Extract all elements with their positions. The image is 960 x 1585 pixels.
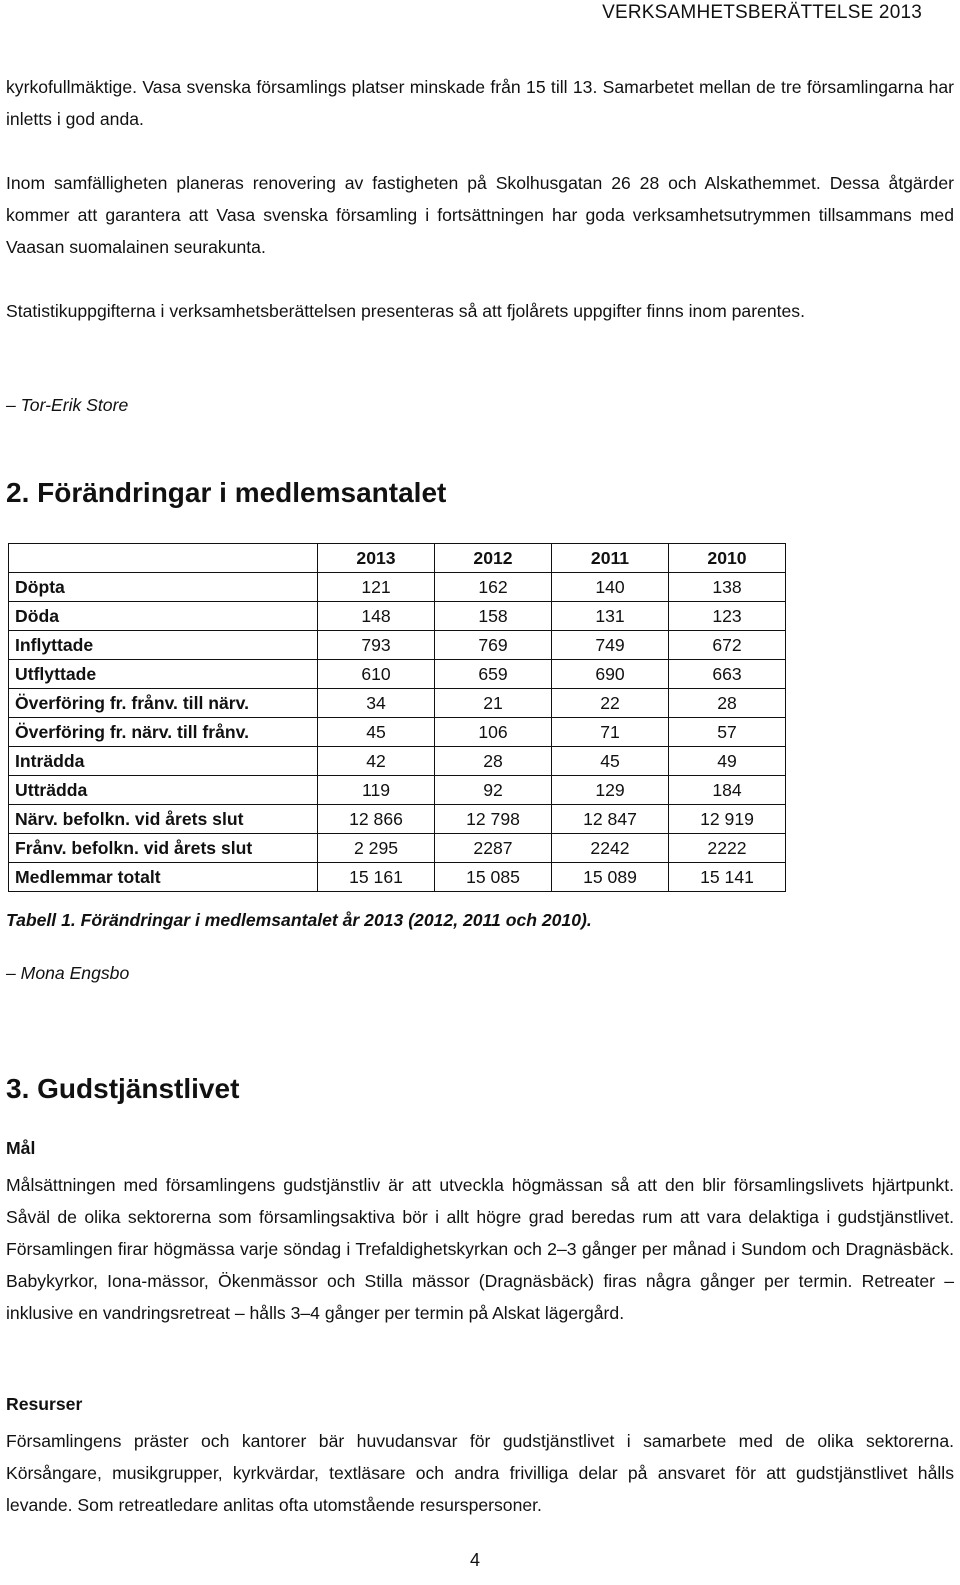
table-header-row: [9, 544, 786, 573]
table-row-label: Frånv. befolkn. vid årets slut: [9, 834, 318, 863]
table-cell: 659: [435, 660, 552, 689]
table-cell: 34: [318, 689, 435, 718]
table-cell: 15 085: [435, 863, 552, 892]
table-cell: 672: [669, 631, 786, 660]
table-row: [9, 573, 786, 602]
table-cell: 184: [669, 776, 786, 805]
table-cell: 21: [435, 689, 552, 718]
table-cell: 610: [318, 660, 435, 689]
table-row-label: Närv. befolkn. vid årets slut: [9, 805, 318, 834]
table-cell: 49: [669, 747, 786, 776]
table-cell: 12 798: [435, 805, 552, 834]
section-2-title: 2. Förändringar i medlemsantalet: [6, 477, 447, 508]
table-cell: 121: [318, 573, 435, 602]
table-cell: 123: [669, 602, 786, 631]
table-header-blank-cell: [9, 544, 318, 573]
table-cell: 793: [318, 631, 435, 660]
table-cell: 45: [552, 747, 669, 776]
table-cell: 106: [435, 718, 552, 747]
table-cell: 42: [318, 747, 435, 776]
table-row-label: Utträdda: [9, 776, 318, 805]
table-row-label: Överföring fr. frånv. till närv.: [9, 689, 318, 718]
table-cell: 2222: [669, 834, 786, 863]
table-cell: 2242: [552, 834, 669, 863]
table-cell: 92: [435, 776, 552, 805]
table-cell: 690: [552, 660, 669, 689]
table-row: [9, 834, 786, 863]
table-cell: 148: [318, 602, 435, 631]
table-cell: 71: [552, 718, 669, 747]
signature-mona: – Mona Engsbo: [6, 963, 130, 983]
table-header-year: 2013: [318, 544, 435, 573]
table-row: [9, 631, 786, 660]
table-row-label: Inträdda: [9, 747, 318, 776]
table-cell: 131: [552, 602, 669, 631]
table-cell: 138: [669, 573, 786, 602]
table-row: [9, 660, 786, 689]
goal-paragraph: Målsättningen med församlingens gudstjänstliv är att utveckla högmässan så att den blir församlingslivets hjärtpunkt. Såväl de olika sektorerna som församlingsaktiva bör i allt högre grad beredas rum att vara delaktiga i gudstjänstlivet. Församlingen firar högmässa varje söndag i Trefaldighetskyrkan och 2–3 gånger per månad i Sundom och Dragnäsbäck. Babykyrkor, Iona-mässor, Ökenmässor och Stilla mässor (Dragnäsbäck) firas några gånger per termin. Retreater – inklusive en vandringsretreat – hålls 3–4 gånger per termin på Alskat lägergård.: [6, 1175, 954, 1323]
table-cell: 663: [669, 660, 786, 689]
table-cell: 15 141: [669, 863, 786, 892]
table-cell: 769: [435, 631, 552, 660]
table-cell: 45: [318, 718, 435, 747]
table-cell: 15 089: [552, 863, 669, 892]
table-row: [9, 747, 786, 776]
intro-paragraph-2: Inom samfälligheten planeras renovering av fastigheten på Skolhusgatan 26 28 och Alskathemmet. Dessa åtgärder kommer att garantera att Vasa svenska församling i fortsättningen har goda verksamhetsutrymmen tillsammans med Vaasan suomalainen seurakunta.: [6, 173, 954, 257]
membership-table: [8, 543, 786, 892]
table-row: [9, 776, 786, 805]
table-cell: 140: [552, 573, 669, 602]
section-3-title: 3. Gudstjänstlivet: [6, 1073, 240, 1104]
table-cell: 2287: [435, 834, 552, 863]
table-row-label: Utflyttade: [9, 660, 318, 689]
membership-table-body: [9, 544, 786, 892]
running-header: VERKSAMHETSBERÄTTELSE 2013: [602, 2, 922, 23]
table-row-label: Inflyttade: [9, 631, 318, 660]
intro-paragraph-1: kyrkofullmäktige. Vasa svenska församlings platser minskade från 15 till 13. Samarbetet mellan de tre församlingarna har inletts i god anda.: [6, 77, 954, 129]
table-cell: 158: [435, 602, 552, 631]
table-row-label: Medlemmar totalt: [9, 863, 318, 892]
table-cell: 749: [552, 631, 669, 660]
table-cell: 12 847: [552, 805, 669, 834]
table-row: [9, 863, 786, 892]
table-cell: 22: [552, 689, 669, 718]
resources-paragraph: Församlingens präster och kantorer bär huvudansvar för gudstjänstlivet i samarbete med de olika sektorerna. Körsångare, musikgrupper, kyrkvärdar, textläsare och andra frivilliga delar på ansvaret för att gudstjänstlivet hålls levande. Som retreatledare anlitas ofta utomstående resurspersoner.: [6, 1431, 954, 1515]
table-row: [9, 689, 786, 718]
table-cell: 12 866: [318, 805, 435, 834]
table-cell: 15 161: [318, 863, 435, 892]
table-header-year: 2011: [552, 544, 669, 573]
intro-paragraph-3: Statistikuppgifterna i verksamhetsberättelsen presenteras så att fjolårets uppgifter finns inom parentes.: [6, 301, 805, 321]
table-cell: 162: [435, 573, 552, 602]
table-cell: 28: [669, 689, 786, 718]
table-header-year: 2012: [435, 544, 552, 573]
table-row: [9, 805, 786, 834]
table-row-label: Överföring fr. närv. till frånv.: [9, 718, 318, 747]
table-cell: 12 919: [669, 805, 786, 834]
table-cell: 57: [669, 718, 786, 747]
goal-heading: Mål: [6, 1138, 36, 1158]
table-caption: Tabell 1. Förändringar i medlemsantalet år 2013 (2012, 2011 och 2010).: [6, 910, 592, 930]
table-header-year: 2010: [669, 544, 786, 573]
table-cell: 28: [435, 747, 552, 776]
signature-tor-erik: – Tor-Erik Store: [6, 395, 129, 415]
table-row-label: Döda: [9, 602, 318, 631]
table-row: [9, 602, 786, 631]
table-cell: 119: [318, 776, 435, 805]
table-row: [9, 718, 786, 747]
table-cell: 129: [552, 776, 669, 805]
table-cell: 2 295: [318, 834, 435, 863]
resources-heading: Resurser: [6, 1394, 83, 1414]
page-number: 4: [470, 1550, 481, 1570]
table-row-label: Döpta: [9, 573, 318, 602]
